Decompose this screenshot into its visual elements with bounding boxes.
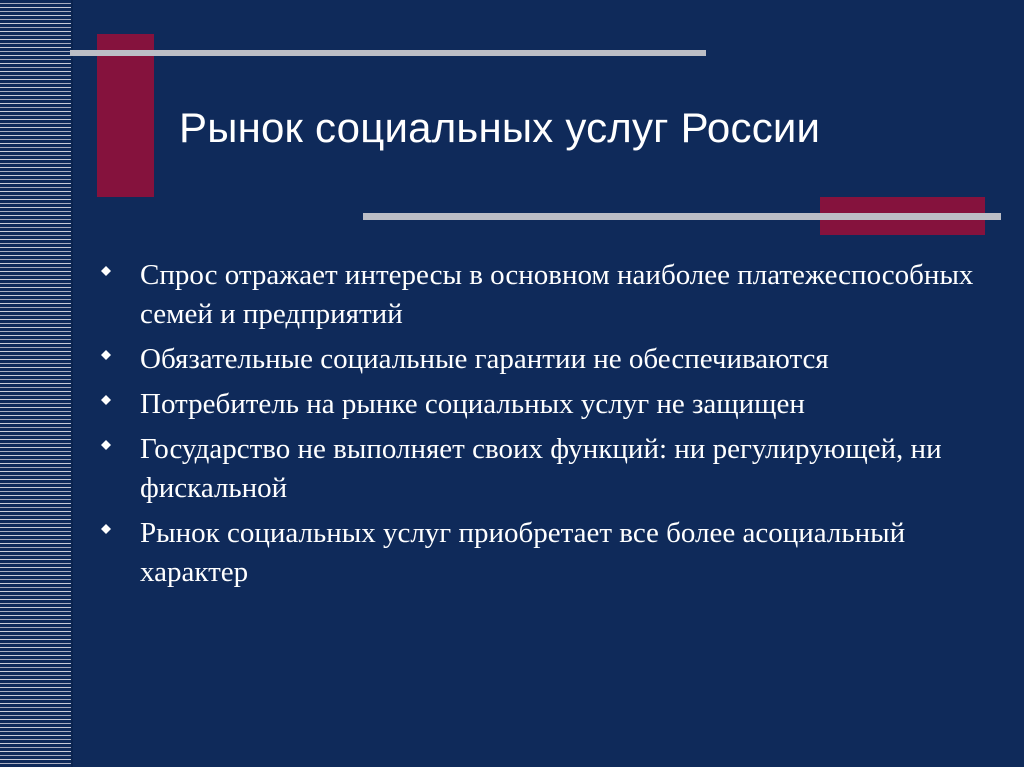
stripes-edge — [71, 0, 73, 767]
decorative-line-middle — [363, 213, 1001, 220]
diamond-bullet-icon — [101, 350, 111, 360]
slide-title: Рынок социальных услуг России — [179, 104, 821, 151]
bullet-list — [100, 256, 980, 598]
decorative-red-block-left — [97, 34, 154, 197]
bullet-text: Потребитель на рынке социальных услуг не защищен — [140, 388, 805, 420]
bullet-text: Обязательные социальные гарантии не обеспечиваются — [140, 343, 829, 375]
bullet-text: Рынок социальных услуг приобретает все более асоциальный характер — [140, 517, 906, 588]
diamond-bullet-icon — [101, 524, 111, 534]
diamond-bullet-icon — [101, 440, 111, 450]
bullet-item — [100, 430, 980, 508]
decorative-stripes — [0, 0, 71, 767]
bullet-text: Государство не выполняет своих функций: ни регулирующей, ни фискальной — [140, 433, 942, 504]
bullet-item — [100, 256, 980, 334]
diamond-bullet-icon — [101, 266, 111, 276]
decorative-line-top — [70, 50, 706, 56]
bullet-text: Спрос отражает интересы в основном наиболее платежеспособных семей и предприятий — [140, 259, 974, 330]
diamond-bullet-icon — [101, 395, 111, 405]
bullet-item — [100, 340, 980, 379]
bullet-item — [100, 514, 980, 592]
bullet-item — [100, 385, 980, 424]
